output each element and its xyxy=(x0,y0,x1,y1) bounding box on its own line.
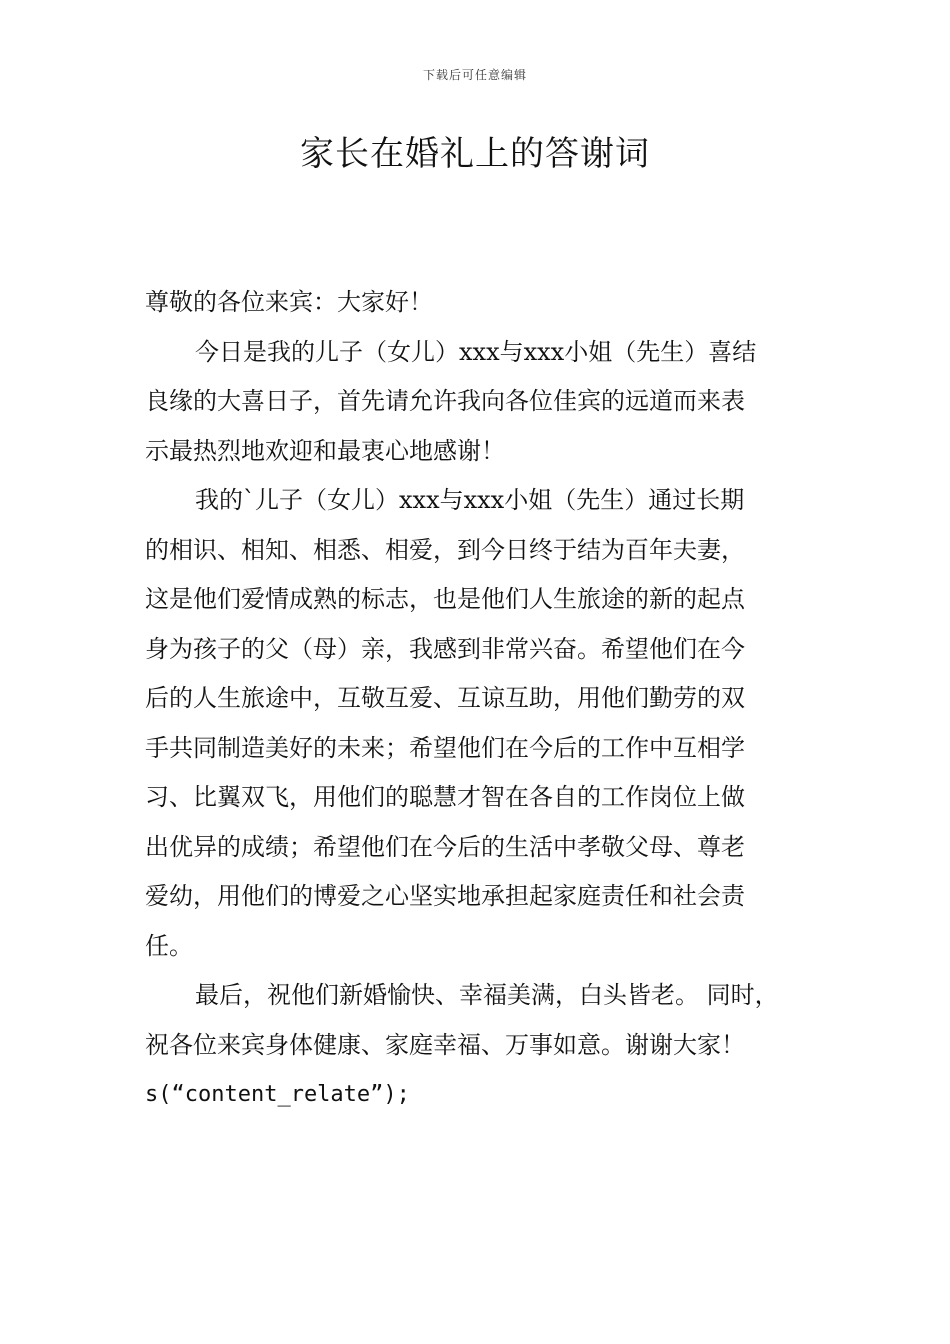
paragraph-closing xyxy=(145,971,835,1070)
text-line: 身为孩子的父（母）亲，我感到非常兴奋。希望他们在今 xyxy=(145,634,745,663)
text-line: 这是他们爱情成熟的标志，也是他们人生旅途的新的起点 xyxy=(145,585,745,613)
text-line: 祝各位来宾身体健康、家庭幸福、万事如意。谢谢大家！ xyxy=(145,1030,745,1059)
greeting-line: 尊敬的各位来宾：大家好！ xyxy=(145,288,433,316)
header-note: 下载后可任意编辑 xyxy=(422,68,527,82)
text-line: 示最热烈地欢迎和最衷心地感谢！ xyxy=(145,436,505,465)
text-line: 良缘的大喜日子，首先请允许我向各位佳宾的远道而来表 xyxy=(145,387,745,415)
code-snippet-line: s(“content_relate”); xyxy=(145,1082,410,1107)
paragraph-welcome xyxy=(145,328,835,477)
text-line: 任。 xyxy=(145,931,193,960)
text-line: 手共同制造美好的未来；希望他们在今后的工作中互相学 xyxy=(145,733,745,762)
text-line: 我的`儿子（女儿）xxx与xxx小姐（先生）通过长期 xyxy=(195,486,745,514)
text-line: 爱幼，用他们的博爱之心坚实地承担起家庭责任和社会责 xyxy=(145,882,745,910)
document-title: 家长在婚礼上的答谢词 xyxy=(300,134,650,174)
text-line: 的相识、相知、相悉、相爱，到今日终于结为百年夫妻， xyxy=(145,535,745,564)
text-line: 习、比翼双飞，用他们的聪慧才智在各自的工作岗位上做 xyxy=(145,783,745,811)
paragraph-wishes xyxy=(145,476,835,971)
text-line: 今日是我的儿子（女儿）xxx与xxx小姐（先生）喜结 xyxy=(195,337,757,366)
text-line: 出优异的成绩；希望他们在今后的生活中孝敬父母、尊老 xyxy=(145,832,745,861)
document-body xyxy=(145,278,835,1120)
text-line: 最后，祝他们新婚愉快、幸福美满，白头皆老。 同时， xyxy=(195,981,779,1009)
text-line: 后的人生旅途中，互敬互爱、互谅互助，用他们勤劳的双 xyxy=(145,684,745,712)
